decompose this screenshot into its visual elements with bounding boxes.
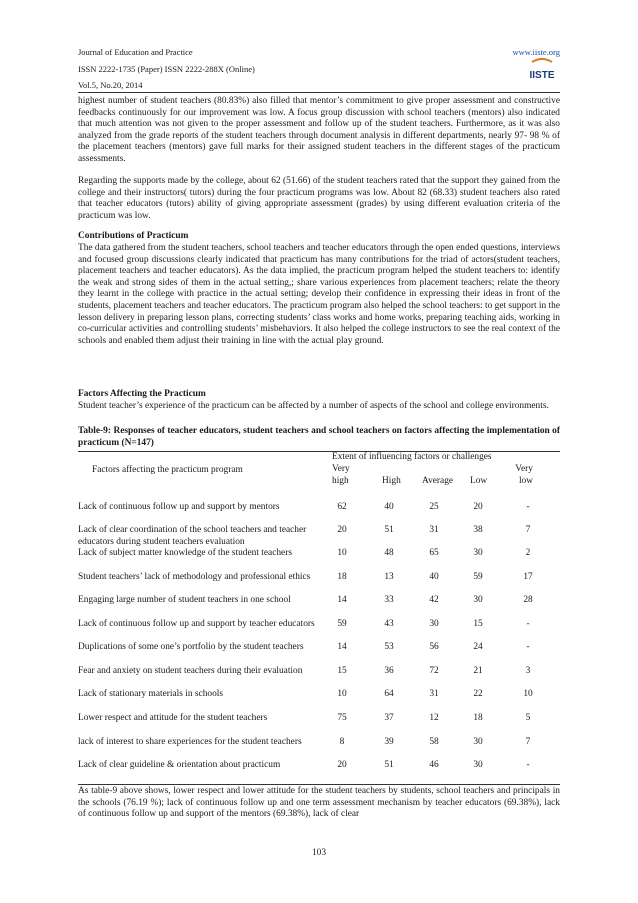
table-cell-value: 8 [339,737,345,747]
table-cell-value: - [526,502,530,512]
table-row-factor: Lack of continuous follow up and support by mentors [78,502,280,512]
table-cell-value: 59 [337,619,347,629]
table-cell-value: 39 [384,737,394,747]
header-rule [78,92,560,93]
table-cell-value: 5 [525,713,531,723]
table-row-factor: Student teachers’ lack of methodology and professional ethics [78,572,311,582]
journal-name: Journal of Education and Practice [78,47,193,57]
journal-issn: ISSN 2222-1735 (Paper) ISSN 2222-288X (Online) [78,64,255,74]
page-number: 103 [311,848,327,858]
section-heading: Contributions of Practicum [78,231,189,241]
table-cell-value: 72 [429,666,439,676]
table-cell-value: 13 [384,572,394,582]
factors-column-header: Factors affecting the practicum program [92,465,243,475]
table-cell-value: 10 [337,689,347,699]
table-cell-value: 48 [384,548,394,558]
table-cell-value: - [526,619,530,629]
table-cell-value: 18 [337,572,347,582]
table-cell-value: 7 [525,737,531,747]
table-cell-value: 46 [429,760,439,770]
table-cell-value: 20 [337,760,347,770]
table-cell-value: 33 [384,595,394,605]
table-cell-value: 10 [337,548,347,558]
journal-url-link[interactable]: www.iiste.org [512,47,560,57]
table-cell-value: 37 [384,713,394,723]
table-cell-value: 30 [473,595,483,605]
table-cell-value: - [526,642,530,652]
table-cell-value: 62 [337,502,347,512]
table-cell-value: 15 [337,666,347,676]
table-row-factor: Lack of continuous follow up and support by teacher educators [78,619,315,629]
table-cell-value: 25 [429,502,439,512]
table-cell-value: 3 [525,666,531,676]
table-cell-value: 75 [337,713,347,723]
table-cell-value: 21 [473,666,483,676]
table-cell-value: 64 [384,689,394,699]
table-cell-value: 2 [525,548,531,558]
table-cell-value: 31 [429,525,439,535]
table-cell-value: 15 [473,619,483,629]
table-row-factor: Engaging large number of student teachers in one school [78,595,291,605]
paragraph: The data gathered from the student teachers, school teachers and teacher educators through the open ended questions, interviews and focused group discussions clearly indicated that practicum has many contributions for the triad of actors(student teachers, placement teachers and teacher educators). As the data implied, the practicum program helped the student teachers to: identify the weak and strong sides of them in the actual setting,; share various experiences from placement teachers; relate the theory they learnt in the college with practice in the actual setting; develop their confidence in expressing their ideas in front of the students, placement teachers and teacher educators. The practicum program also helped the school teachers: to get support in the lesson delivery in preparing lesson plans, correcting students’ class works and home works, preparing teaching aids, working in co-curricular activities and controlling students’ misbehaviors. It also helped the college instructors to see the real context of the schools and enabled them adjust their training in line with the actual play ground. [78,243,560,346]
table-cell-value: 53 [384,642,394,652]
table-row-factor: Lack of clear guideline & orientation about practicum [78,760,281,770]
col-header-very-low: Very low [515,464,533,486]
table-cell-value: 14 [337,642,347,652]
table-cell-value: 22 [473,689,483,699]
table-cell-value: 43 [384,619,394,629]
table-cell-value: 30 [473,737,483,747]
table-cell-value: 38 [473,525,483,535]
table-cell-value: 24 [473,642,483,652]
paragraph: Regarding the supports made by the college, about 62 (51.66) of the student teachers rated that the support they gained from the college and their instructors( tutors) during the four practicum programs was low. About 82 (68.33) student teachers also rated that teacher educators (tutors) ability of giving appropriate assessment (grades) by using different evaluation criteria of the practicum was low. [78,176,560,221]
table-cell-value: 42 [429,595,439,605]
table-cell-value: 40 [429,572,439,582]
table-cell-value: 30 [473,548,483,558]
table-cell-value: - [526,760,530,770]
table-row-factor: Fear and anxiety on student teachers during their evaluation [78,666,303,676]
table-cell-value: 36 [384,666,394,676]
table-row-factor: Lack of clear coordination of the school teachers and teacher educators during student teachers evaluation [78,525,307,547]
paragraph: highest number of student teachers (80.83%) also filled that mentor’s commitment to give proper assessment and constructive feedbacks continuously for our improvement was low. A focus group discussion with school teachers (mentors) also indicated that much attention was not given to the proper assessment and follow up of the student teachers. Furthermore, as it was also analyzed from the grade reports of the student teachers through document analysis in different departments, nearly 97- 98 % of the placement teachers (mentors) gave full marks for their assigned student teachers in the different stages of the practicum assessments. [78,96,560,164]
table-row-factor: Lack of stationary materials in schools [78,689,224,699]
table-cell-value: 17 [523,572,533,582]
table-cell-value: 12 [429,713,439,723]
table-row-factor: lack of interest to share experiences for the student teachers [78,737,302,747]
table-cell-value: 18 [473,713,483,723]
col-header-low: Low [470,476,488,486]
table-rule-bottom [78,784,560,785]
table-cell-value: 51 [384,525,394,535]
paragraph: As table-9 above shows, lower respect and lower attitude for the student teachers by students, school teachers and principals in the schools (76.19 %); lack of continuous follow up and one term assessment mechanism by teacher educators (69.38%), lack of continuous follow up and support of the mentors (69.38%), lack of clear [78,786,560,820]
table-cell-value: 65 [429,548,439,558]
table-cell-value: 56 [429,642,439,652]
table-cell-value: 59 [473,572,483,582]
paragraph: Student teacher’s experience of the practicum can be affected by a number of aspects of the school and college environments. [78,401,549,411]
table-row-factor: Lack of subject matter knowledge of the student teachers [78,548,292,558]
logo-text: IISTE [529,70,555,81]
table-cell-value: 58 [429,737,439,747]
table-cell-value: 51 [384,760,394,770]
iiste-logo [524,58,560,86]
col-header-high: High [382,476,401,486]
table-caption: Table-9: Responses of teacher educators, student teachers and school teachers on factors affecting the implementation of practicum (N=147) [78,426,560,448]
table-row-factor: Lower respect and attitude for the student teachers [78,713,268,723]
journal-volume: Vol.5, No.20, 2014 [78,80,143,90]
col-header-very-high: Very high [332,464,350,486]
table-cell-value: 7 [525,525,531,535]
table-cell-value: 31 [429,689,439,699]
table-cell-value: 40 [384,502,394,512]
table-cell-value: 30 [429,619,439,629]
table-cell-value: 28 [523,595,533,605]
group-header: Extent of influencing factors or challenges [332,452,492,462]
table-row-factor: Duplications of some one’s portfolio by the student teachers [78,642,304,652]
table-cell-value: 10 [523,689,533,699]
col-header-average: Average [422,476,454,486]
table-cell-value: 20 [473,502,483,512]
table-cell-value: 14 [337,595,347,605]
section-heading: Factors Affecting the Practicum [78,389,206,399]
table-cell-value: 20 [337,525,347,535]
table-cell-value: 30 [473,760,483,770]
